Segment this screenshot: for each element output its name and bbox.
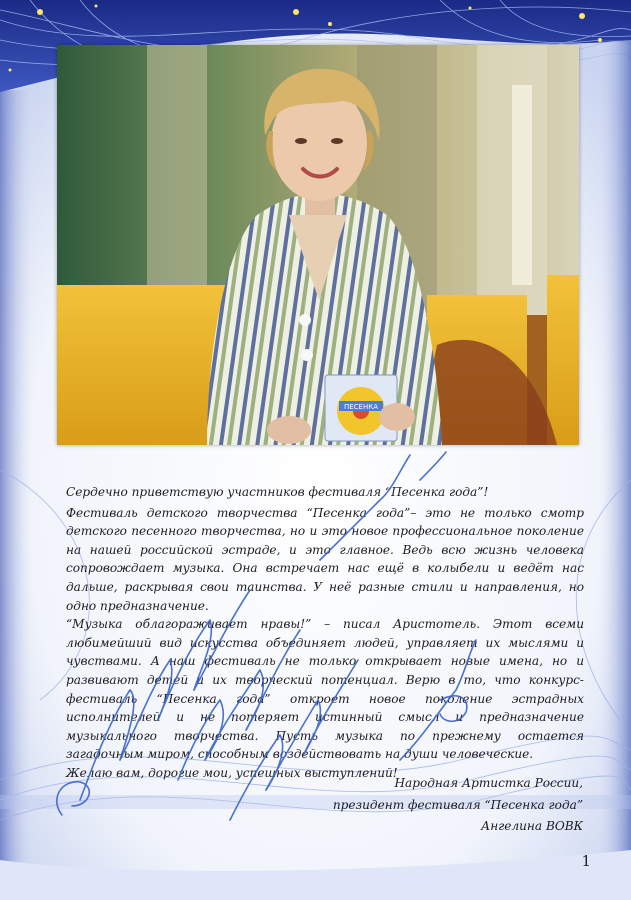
portrait-photo [57, 45, 579, 445]
signature-role: президент фестиваля “Песенка года” [332, 797, 583, 812]
address-text [66, 483, 584, 783]
signature-title: Народная Артистка России, [394, 776, 583, 790]
paragraph-festival: Фестиваль детского творчества “Песенка года”– это не только смотр детского песенного творчества, но и это новое профессиональное поколение на нашей российской эстраде, и это главное. Ведь всю жизнь человека сопровождает музыка. Она встречает нас ещё в колыбели и ведёт нас дальше, раскрывая свои таинства. У неё разные стили и направления, но одно предназначение. [66, 505, 584, 613]
cd-label: ПЕСЕНКА [343, 403, 379, 411]
signature-name: Ангелина ВОВК [481, 819, 583, 833]
greeting-line: Сердечно приветствую участников фестиваля “Песенка года”! [66, 485, 489, 499]
page-number: 1 [581, 852, 591, 870]
paragraph-wishes: Желаю вам, дорогие мои, успешных выступлений! [66, 765, 398, 780]
paragraph-aristotle: “Музыка облагораживает нравы!” – писал Аристотель. Этот всеми любимейший вид искусства объединяет людей, управляет их мыслями и чувствами. А наш фестиваль не только открывает новые имена, но и развивают детей и их творческий потенциал. Верю в то, что конкурс-фестиваль “Песенка года” откроет новое поколение эстрадных исполнителей и не потеряет истинный смысл и предназначение музыкального творчества. Пусть музыка по прежнему остается загадочным миром, способным воздействовать на души человеческие. [66, 617, 584, 762]
signature-block [263, 773, 583, 838]
